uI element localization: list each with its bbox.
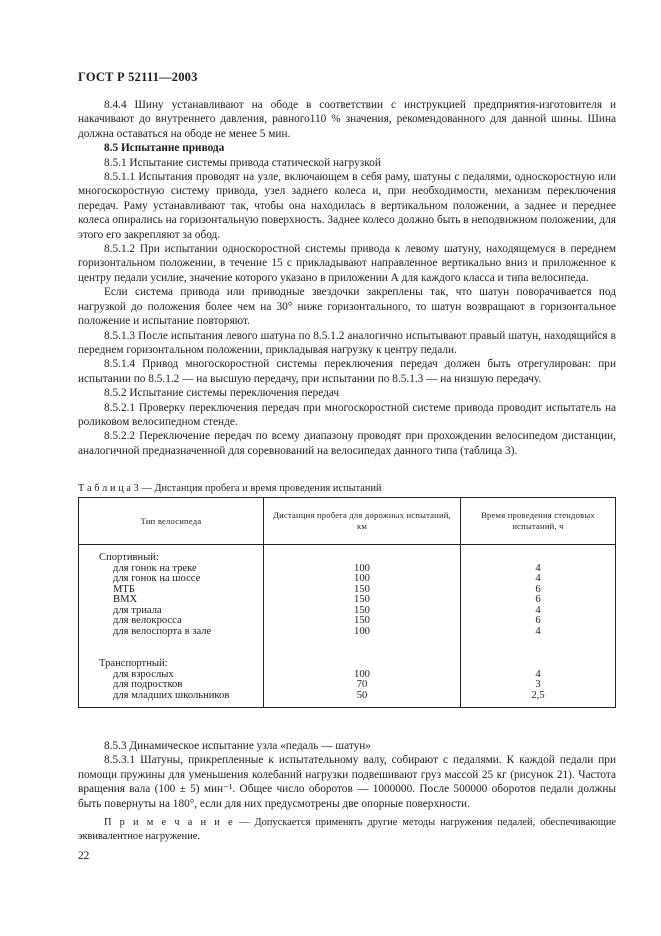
paragraph-8-5-1-1: 8.5.1.1 Испытания проводят на узле, включающем в себя раму, шатуны с педалями, односкоростную или многоскоростную систему привода, узел заднего колеса и, при необходимости, механизм переключения передач. Раму устанавливают так, чтобы она находилась в вертикальном положении, а заднее и переднее колеса опирались на горизонтальную поверхность. Заднее колесо должно быть в неподвижном положении, для этого его закрепляют за обод. bbox=[78, 171, 616, 241]
time-value: 4 bbox=[535, 668, 541, 680]
subsection-heading-8-5-2: 8.5.2 Испытание системы переключения передач bbox=[104, 387, 340, 400]
paragraph-8-5-1-2: 8.5.1.2 При испытании односкоростной системы привода к левому шатуну, находящемуся в переднем горизонтальном положении, в течение 15 с прикладывают направленное вертикально вниз и приложенное к центру педали усилие, значение которого указано в приложении А для каждого класса и типа велосипеда. bbox=[78, 243, 616, 284]
time-value: 3 bbox=[535, 679, 541, 690]
distance-value: 150 bbox=[354, 604, 370, 616]
distance-value: 150 bbox=[354, 615, 370, 626]
header-bicycle-type: Тип велосипеда bbox=[79, 498, 264, 545]
row-label: МТБ bbox=[113, 583, 135, 595]
note-label: П р и м е ч а н и е bbox=[104, 817, 235, 828]
time-value: 4 bbox=[535, 604, 541, 616]
row-label: для велокросса bbox=[113, 615, 182, 626]
body-text-after-table bbox=[78, 739, 616, 811]
paragraph-8-5-3-1: 8.5.3.1 Шатуны, прикрепленные к испытательному валу, собирают с педалями. К каждой педали при помощи пружины для уменьшения колебаний нагрузки подвешивают груз массой 25 кг (рисунок 21). Частота вращения вала (100 ± 5) мин⁻¹. Общее число оборотов — 1000000. После 500000 оборотов педали должны быть повернуты на 180°, если для них предусмотрены две опорные поверхности. bbox=[78, 754, 616, 810]
section-heading-8-5: 8.5 Испытание привода bbox=[104, 142, 225, 155]
group-name: Транспортный: bbox=[99, 658, 168, 669]
time-column bbox=[461, 545, 616, 708]
type-column bbox=[79, 545, 264, 708]
row-label: для взрослых bbox=[113, 668, 174, 680]
row-label: для гонок на треке bbox=[113, 562, 197, 574]
distance-value: 70 bbox=[356, 679, 368, 690]
distance-value: 100 bbox=[354, 668, 370, 680]
header-bench-time: Время проведения стендовых испытаний, ч bbox=[461, 498, 616, 545]
distance-value: 100 bbox=[354, 573, 370, 584]
time-value: 6 bbox=[535, 594, 541, 605]
table-body-row bbox=[79, 545, 616, 708]
time-value: 2,5 bbox=[531, 689, 545, 701]
table-header-row bbox=[79, 498, 616, 545]
header-road-distance: Дистанция пробега для дорожных испытаний, км bbox=[264, 498, 461, 545]
distance-value: 150 bbox=[354, 583, 370, 595]
paragraph-8-5-1-2-cont: Если система привода или приводные звездочки закреплены так, что шатун поворачивается под нагрузкой до положения более чем на 30° ниже горизонтального, то шатун возвращают в горизонтальное положение и испытание повторяют. bbox=[78, 286, 616, 328]
distance-time-table bbox=[78, 497, 616, 708]
standard-header: ГОСТ Р 52111—2003 bbox=[78, 70, 198, 84]
body-text bbox=[78, 98, 616, 458]
row-label: для триала bbox=[113, 604, 162, 616]
subsection-heading-8-5-3: 8.5.3 Динамическое испытание узла «педаль — шатун» bbox=[104, 740, 371, 752]
time-value: 4 bbox=[535, 562, 541, 574]
row-label: для гонок на шоссе bbox=[113, 573, 201, 584]
distance-value: 100 bbox=[354, 625, 370, 637]
group-name: Спортивный: bbox=[99, 552, 159, 563]
paragraph-8-5-1-3: 8.5.1.3 После испытания левого шатуна по 8.5.1.2 аналогично испытывают правый шатун, находящийся в переднем горизонтальном положении, прикладывая нагрузку к центру педали. bbox=[78, 329, 616, 356]
table-caption: Т а б л и ц а 3 — Дистанция пробега и время проведения испытаний bbox=[78, 483, 382, 494]
distance-column bbox=[264, 545, 461, 708]
row-label: для подростков bbox=[113, 679, 183, 690]
time-value: 4 bbox=[535, 573, 541, 584]
row-label: для младших школьников bbox=[113, 689, 230, 701]
note-text: — Допускается применять другие методы нагружения педалей, обеспечивающие эквивалентное нагружение. bbox=[78, 817, 617, 842]
row-label: BMX bbox=[113, 594, 138, 605]
time-value: 4 bbox=[535, 625, 541, 637]
paragraph-8-4-4: 8.4.4 Шину устанавливают на ободе в соответствии с инструкцией предприятия-изготовителя и накачивают до внутреннего давления, равного110 % значения, рекомендованного для данной шины. Шина должна оставаться на ободе не менее 5 мин. bbox=[78, 99, 616, 140]
page-number: 22 bbox=[78, 850, 90, 862]
distance-value: 150 bbox=[354, 594, 370, 605]
distance-value: 100 bbox=[354, 562, 370, 574]
distance-value: 50 bbox=[356, 689, 368, 701]
row-label: для велоспорта в зале bbox=[113, 625, 212, 637]
paragraph-8-5-1-4: 8.5.1.4 Привод многоскоростной системы переключения передач должен быть отрегулирован: при испытании по 8.5.1.2 — на высшую передачу, при испытании по 8.5.1.3 — на низшую передачу. bbox=[78, 358, 616, 385]
subsection-heading-8-5-1: 8.5.1 Испытание системы привода статической нагрузкой bbox=[104, 156, 381, 169]
time-value: 6 bbox=[535, 615, 541, 626]
note-block bbox=[78, 816, 616, 843]
paragraph-8-5-2-1: 8.5.2.1 Проверку переключения передач при многоскоростной системе привода проводит испытатель на роликовом велосипедном стенде. bbox=[78, 401, 616, 428]
paragraph-8-5-2-2: 8.5.2.2 Переключение передач по всему диапазону проводят при прохождении велосипедом дистанции, аналогичной предназначенной для соревнований на велосипедах данного типа (таблица 3). bbox=[78, 430, 616, 457]
time-value: 6 bbox=[535, 583, 541, 595]
